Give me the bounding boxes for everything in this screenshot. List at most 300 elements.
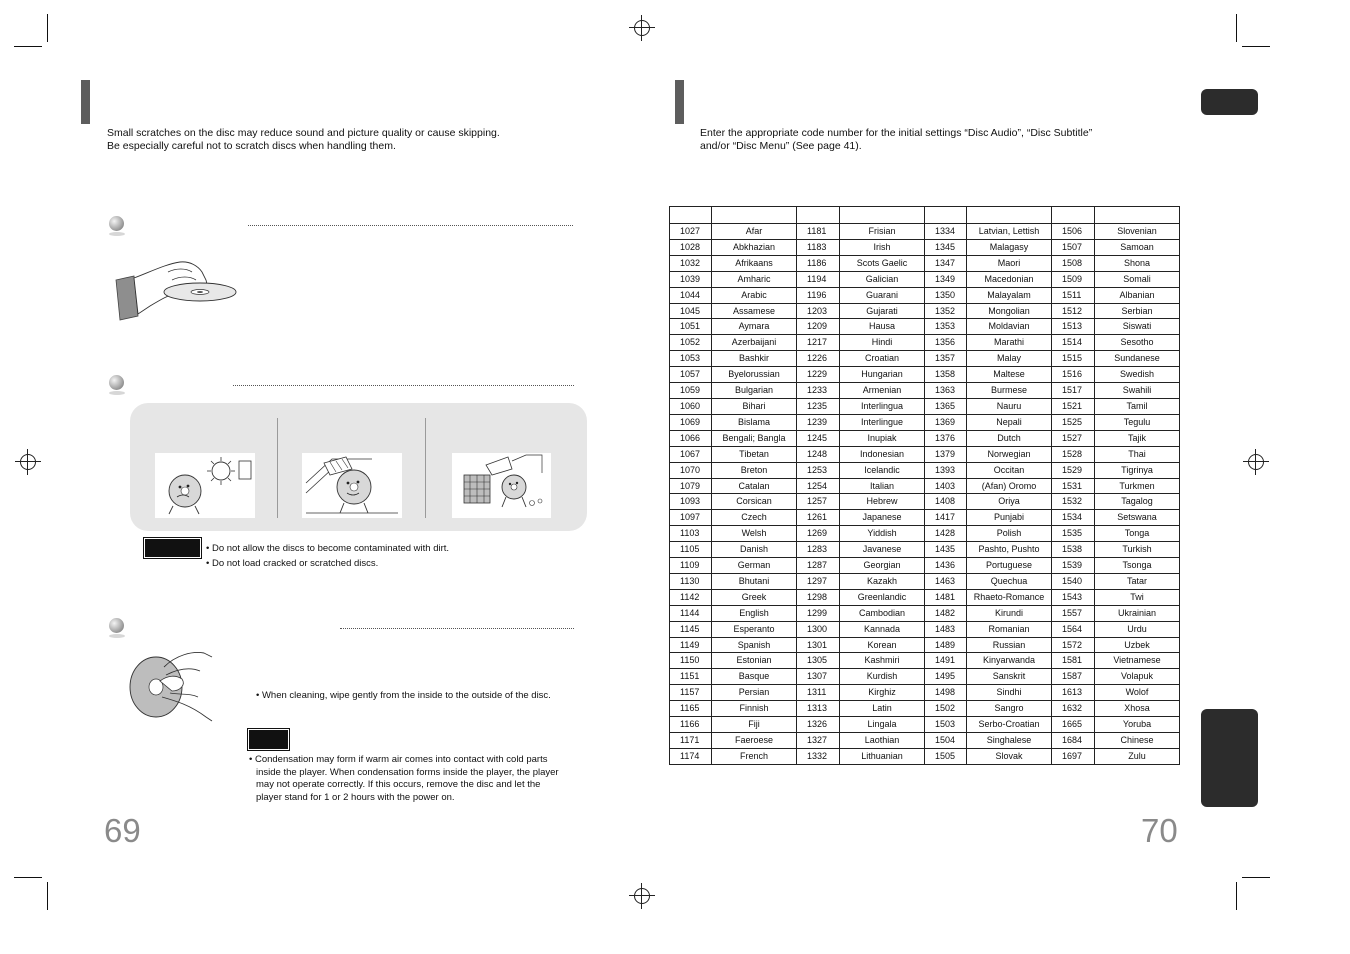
code-cell: 1403	[925, 478, 967, 494]
code-cell: 1051	[670, 319, 712, 335]
code-cell: 1508	[1052, 255, 1095, 271]
language-cell: Afar	[712, 224, 797, 240]
code-cell: 1069	[670, 414, 712, 430]
bullet-shadow	[109, 232, 125, 236]
language-cell: Slovak	[967, 748, 1052, 764]
code-cell: 1060	[670, 398, 712, 414]
language-cell: Somali	[1095, 271, 1180, 287]
code-cell: 1057	[670, 367, 712, 383]
code-cell: 1186	[797, 255, 840, 271]
code-cell: 1157	[670, 685, 712, 701]
code-cell: 1045	[670, 303, 712, 319]
code-cell: 1506	[1052, 224, 1095, 240]
table-body	[670, 224, 1180, 765]
code-cell: 1283	[797, 542, 840, 558]
header-language	[712, 207, 797, 224]
table-row	[670, 573, 1180, 589]
code-cell: 1150	[670, 653, 712, 669]
language-cell: Japanese	[840, 510, 925, 526]
code-cell: 1217	[797, 335, 840, 351]
code-cell: 1535	[1052, 526, 1095, 542]
crop-mark	[1242, 877, 1270, 878]
language-cell: Hebrew	[840, 494, 925, 510]
language-cell: Inupiak	[840, 430, 925, 446]
language-cell: Greenlandic	[840, 589, 925, 605]
code-cell: 1345	[925, 239, 967, 255]
page-number-left: 69	[104, 812, 141, 849]
header-code	[797, 207, 840, 224]
code-cell: 1498	[925, 685, 967, 701]
code-cell: 1572	[1052, 637, 1095, 653]
code-cell: 1684	[1052, 733, 1095, 749]
code-cell: 1235	[797, 398, 840, 414]
language-cell: Tigrinya	[1095, 462, 1180, 478]
language-cell: Fiji	[712, 717, 797, 733]
bullet-shadow	[109, 634, 125, 638]
disc-near-heater-image	[302, 453, 402, 518]
caution-note-line: • Do not load cracked or scratched discs.	[206, 558, 379, 569]
hand-holding-disc-icon	[110, 258, 242, 322]
code-cell: 1287	[797, 558, 840, 574]
language-cell: Interlingue	[840, 414, 925, 430]
code-cell: 1067	[670, 446, 712, 462]
table-row	[670, 398, 1180, 414]
hands-cleaning-disc-icon	[126, 645, 218, 725]
code-cell: 1229	[797, 367, 840, 383]
code-cell: 1079	[670, 478, 712, 494]
language-cell: Mongolian	[967, 303, 1052, 319]
language-cell: Swedish	[1095, 367, 1180, 383]
code-cell: 1305	[797, 653, 840, 669]
language-cell: Hungarian	[840, 367, 925, 383]
condensation-line: inside the player. When condensation forms inside the player, the player	[256, 766, 559, 778]
language-cell: Abkhazian	[712, 239, 797, 255]
section-divider	[248, 225, 573, 226]
code-cell: 1299	[797, 605, 840, 621]
code-cell: 1489	[925, 637, 967, 653]
code-cell: 1059	[670, 383, 712, 399]
language-cell: Xhosa	[1095, 701, 1180, 717]
code-cell: 1248	[797, 446, 840, 462]
language-cell: Oriya	[967, 494, 1052, 510]
condensation-note	[249, 754, 559, 804]
language-cell: Bulgarian	[712, 383, 797, 399]
code-cell: 1209	[797, 319, 840, 335]
code-cell: 1463	[925, 573, 967, 589]
code-cell: 1511	[1052, 287, 1095, 303]
language-cell: Uzbek	[1095, 637, 1180, 653]
code-cell: 1435	[925, 542, 967, 558]
language-cell: Frisian	[840, 224, 925, 240]
code-cell: 1239	[797, 414, 840, 430]
code-cell: 1483	[925, 621, 967, 637]
language-cell: Malayalam	[967, 287, 1052, 303]
language-cell: Bengali; Bangla	[712, 430, 797, 446]
code-cell: 1581	[1052, 653, 1095, 669]
language-cell: Chinese	[1095, 733, 1180, 749]
code-cell: 1028	[670, 239, 712, 255]
language-cell: Aymara	[712, 319, 797, 335]
language-cell: Thai	[1095, 446, 1180, 462]
table-row	[670, 717, 1180, 733]
language-cell: Dutch	[967, 430, 1052, 446]
right-intro-text	[700, 127, 1092, 153]
code-cell: 1517	[1052, 383, 1095, 399]
table-row	[670, 589, 1180, 605]
code-cell: 1481	[925, 589, 967, 605]
disc-in-sunlight-image	[155, 453, 255, 518]
crop-mark	[1236, 14, 1237, 42]
language-cell: Interlingua	[840, 398, 925, 414]
table-row	[670, 685, 1180, 701]
code-cell: 1174	[670, 748, 712, 764]
language-cell: Laothian	[840, 733, 925, 749]
language-cell: Arabic	[712, 287, 797, 303]
language-cell: Samoan	[1095, 239, 1180, 255]
language-cell: Czech	[712, 510, 797, 526]
header-code	[1052, 207, 1095, 224]
language-cell: Irish	[840, 239, 925, 255]
table-row	[670, 351, 1180, 367]
language-cell: Lithuanian	[840, 748, 925, 764]
section-accent-bar	[81, 80, 90, 124]
language-cell: Sanskrit	[967, 669, 1052, 685]
language-cell: Kashmiri	[840, 653, 925, 669]
code-cell: 1408	[925, 494, 967, 510]
language-cell: Sundanese	[1095, 351, 1180, 367]
language-cell: Amharic	[712, 271, 797, 287]
language-cell: Swahili	[1095, 383, 1180, 399]
registration-mark-icon	[629, 15, 655, 41]
language-cell: Setswana	[1095, 510, 1180, 526]
code-cell: 1171	[670, 733, 712, 749]
language-cell: Zulu	[1095, 748, 1180, 764]
bullet-shadow	[109, 391, 125, 395]
crop-mark	[1236, 882, 1237, 910]
language-cell: Kurdish	[840, 669, 925, 685]
code-cell: 1495	[925, 669, 967, 685]
language-cell: Greek	[712, 589, 797, 605]
language-cell: Esperanto	[712, 621, 797, 637]
language-cell: Javanese	[840, 542, 925, 558]
language-cell: Yoruba	[1095, 717, 1180, 733]
code-cell: 1491	[925, 653, 967, 669]
table-row	[670, 430, 1180, 446]
language-cell: Occitan	[967, 462, 1052, 478]
language-cell: Quechua	[967, 573, 1052, 589]
code-cell: 1349	[925, 271, 967, 287]
table-row	[670, 319, 1180, 335]
language-cell: Tegulu	[1095, 414, 1180, 430]
language-cell: Cambodian	[840, 605, 925, 621]
language-cell: Maltese	[967, 367, 1052, 383]
registration-mark-icon	[629, 883, 655, 909]
condensation-line: player stand for 1 or 2 hours with the power on.	[256, 791, 455, 803]
section-bullet-icon	[109, 375, 124, 390]
left-intro-text	[107, 127, 500, 153]
code-cell: 1525	[1052, 414, 1095, 430]
table-row	[670, 414, 1180, 430]
table-row	[670, 367, 1180, 383]
code-cell: 1509	[1052, 271, 1095, 287]
table-header-row	[670, 207, 1180, 224]
condensation-line: • Condensation may form if warm air comes into contact with cold parts	[249, 754, 548, 765]
registration-mark-icon	[15, 449, 41, 475]
language-cell: Malay	[967, 351, 1052, 367]
language-cell: Lingala	[840, 717, 925, 733]
crop-mark	[1242, 46, 1270, 47]
code-cell: 1053	[670, 351, 712, 367]
crop-mark	[14, 46, 42, 47]
code-cell: 1531	[1052, 478, 1095, 494]
code-cell: 1353	[925, 319, 967, 335]
language-cell: Kannada	[840, 621, 925, 637]
language-cell: Hindi	[840, 335, 925, 351]
code-cell: 1032	[670, 255, 712, 271]
code-cell: 1165	[670, 701, 712, 717]
header-language	[840, 207, 925, 224]
language-cell: Tibetan	[712, 446, 797, 462]
language-cell: Bihari	[712, 398, 797, 414]
language-cell: Sesotho	[1095, 335, 1180, 351]
code-cell: 1151	[670, 669, 712, 685]
table-row	[670, 733, 1180, 749]
language-cell: Corsican	[712, 494, 797, 510]
table-row	[670, 510, 1180, 526]
header-code	[925, 207, 967, 224]
table-row	[670, 462, 1180, 478]
condensation-line: may not operate correctly. If this occurs, remove the disc and let the	[256, 779, 541, 790]
code-cell: 1130	[670, 573, 712, 589]
code-cell: 1564	[1052, 621, 1095, 637]
language-cell: Norwegian	[967, 446, 1052, 462]
caution-label	[143, 537, 202, 559]
code-cell: 1587	[1052, 669, 1095, 685]
code-cell: 1369	[925, 414, 967, 430]
language-cell: Tajik	[1095, 430, 1180, 446]
table-row	[670, 748, 1180, 764]
table-row	[670, 383, 1180, 399]
language-cell: English	[712, 605, 797, 621]
table-row	[670, 494, 1180, 510]
table-row	[670, 653, 1180, 669]
code-cell: 1539	[1052, 558, 1095, 574]
language-cell: Shona	[1095, 255, 1180, 271]
code-cell: 1512	[1052, 303, 1095, 319]
language-cell: Albanian	[1095, 287, 1180, 303]
language-cell: Siswati	[1095, 319, 1180, 335]
language-cell: Finnish	[712, 701, 797, 717]
language-cell: Turkmen	[1095, 478, 1180, 494]
language-cell: Persian	[712, 685, 797, 701]
chapter-tab-top	[1201, 89, 1258, 115]
code-cell: 1105	[670, 542, 712, 558]
table-row	[670, 605, 1180, 621]
language-cell: Serbian	[1095, 303, 1180, 319]
code-cell: 1181	[797, 224, 840, 240]
code-cell: 1357	[925, 351, 967, 367]
caution-notes	[206, 541, 449, 571]
code-cell: 1393	[925, 462, 967, 478]
language-cell: Guarani	[840, 287, 925, 303]
table-row	[670, 287, 1180, 303]
code-cell: 1528	[1052, 446, 1095, 462]
language-cell: Azerbaijani	[712, 335, 797, 351]
code-cell: 1166	[670, 717, 712, 733]
language-cell: Kazakh	[840, 573, 925, 589]
code-cell: 1358	[925, 367, 967, 383]
code-cell: 1538	[1052, 542, 1095, 558]
code-cell: 1514	[1052, 335, 1095, 351]
language-cell: Scots Gaelic	[840, 255, 925, 271]
language-cell: Serbo-Croatian	[967, 717, 1052, 733]
code-cell: 1503	[925, 717, 967, 733]
language-cell: Moldavian	[967, 319, 1052, 335]
language-cell: Gujarati	[840, 303, 925, 319]
intro-line: and/or “Disc Menu” (See page 41).	[700, 140, 862, 152]
code-cell: 1543	[1052, 589, 1095, 605]
table-row	[670, 255, 1180, 271]
language-cell: Tatar	[1095, 573, 1180, 589]
cleaning-note: • When cleaning, wipe gently from the inside to the outside of the disc.	[256, 690, 551, 701]
crop-mark	[47, 882, 48, 910]
language-cell: Punjabi	[967, 510, 1052, 526]
code-cell: 1245	[797, 430, 840, 446]
code-cell: 1070	[670, 462, 712, 478]
language-cell: Latvian, Lettish	[967, 224, 1052, 240]
code-cell: 1253	[797, 462, 840, 478]
section-divider	[340, 628, 574, 629]
code-cell: 1203	[797, 303, 840, 319]
language-cell: Kirundi	[967, 605, 1052, 621]
code-cell: 1363	[925, 383, 967, 399]
language-cell: Ukrainian	[1095, 605, 1180, 621]
code-cell: 1269	[797, 526, 840, 542]
language-cell: Bhutani	[712, 573, 797, 589]
language-cell: Wolof	[1095, 685, 1180, 701]
language-cell: Twi	[1095, 589, 1180, 605]
code-cell: 1052	[670, 335, 712, 351]
language-cell: Welsh	[712, 526, 797, 542]
table-row	[670, 303, 1180, 319]
code-cell: 1142	[670, 589, 712, 605]
language-cell: Nauru	[967, 398, 1052, 414]
language-cell: Estonian	[712, 653, 797, 669]
code-cell: 1300	[797, 621, 840, 637]
code-cell: 1482	[925, 605, 967, 621]
table-row	[670, 542, 1180, 558]
code-cell: 1334	[925, 224, 967, 240]
language-cell: Indonesian	[840, 446, 925, 462]
language-cell: Basque	[712, 669, 797, 685]
table-row	[670, 637, 1180, 653]
table-row	[670, 239, 1180, 255]
code-cell: 1376	[925, 430, 967, 446]
language-cell: Faeroese	[712, 733, 797, 749]
code-cell: 1257	[797, 494, 840, 510]
code-cell: 1515	[1052, 351, 1095, 367]
code-cell: 1194	[797, 271, 840, 287]
code-cell: 1350	[925, 287, 967, 303]
language-cell: Slovenian	[1095, 224, 1180, 240]
intro-line: Be especially careful not to scratch discs when handling them.	[107, 140, 396, 152]
language-cell: Tonga	[1095, 526, 1180, 542]
header-code	[670, 207, 712, 224]
code-cell: 1311	[797, 685, 840, 701]
language-cell: Assamese	[712, 303, 797, 319]
panel-divider	[277, 418, 278, 518]
code-cell: 1226	[797, 351, 840, 367]
language-cell: Burmese	[967, 383, 1052, 399]
table-row	[670, 446, 1180, 462]
language-cell: Tamil	[1095, 398, 1180, 414]
language-cell: Danish	[712, 542, 797, 558]
note-label	[247, 728, 290, 751]
language-cell: Georgian	[840, 558, 925, 574]
code-cell: 1632	[1052, 701, 1095, 717]
registration-mark-icon	[1243, 449, 1269, 475]
code-cell: 1261	[797, 510, 840, 526]
code-cell: 1521	[1052, 398, 1095, 414]
language-cell: Afrikaans	[712, 255, 797, 271]
code-cell: 1233	[797, 383, 840, 399]
table-row	[670, 271, 1180, 287]
language-cell: Sangro	[967, 701, 1052, 717]
language-cell: Kinyarwanda	[967, 653, 1052, 669]
language-cell: Breton	[712, 462, 797, 478]
code-cell: 1516	[1052, 367, 1095, 383]
code-cell: 1144	[670, 605, 712, 621]
code-cell: 1365	[925, 398, 967, 414]
language-cell: Armenian	[840, 383, 925, 399]
table-row	[670, 526, 1180, 542]
caution-note-line: • Do not allow the discs to become contaminated with dirt.	[206, 543, 450, 554]
language-cell: Romanian	[967, 621, 1052, 637]
language-cell: Pashto, Pushto	[967, 542, 1052, 558]
crop-mark	[47, 14, 48, 42]
language-cell: Tagalog	[1095, 494, 1180, 510]
code-cell: 1039	[670, 271, 712, 287]
code-cell: 1504	[925, 733, 967, 749]
language-cell: Catalan	[712, 478, 797, 494]
code-cell: 1149	[670, 637, 712, 653]
language-cell: Marathi	[967, 335, 1052, 351]
language-cell: (Afan) Oromo	[967, 478, 1052, 494]
section-bullet-icon	[109, 216, 124, 231]
code-cell: 1352	[925, 303, 967, 319]
code-cell: 1502	[925, 701, 967, 717]
language-cell: Vietnamese	[1095, 653, 1180, 669]
language-cell: Latin	[840, 701, 925, 717]
table-row	[670, 478, 1180, 494]
code-cell: 1332	[797, 748, 840, 764]
header-language	[967, 207, 1052, 224]
crop-mark	[14, 877, 42, 878]
language-cell: Galician	[840, 271, 925, 287]
code-cell: 1044	[670, 287, 712, 303]
intro-line: Enter the appropriate code number for the initial settings “Disc Audio”, “Disc Subtitle”	[700, 127, 1093, 139]
language-cell: Croatian	[840, 351, 925, 367]
language-cell: Italian	[840, 478, 925, 494]
code-cell: 1301	[797, 637, 840, 653]
chapter-tab-side	[1201, 709, 1258, 807]
code-cell: 1066	[670, 430, 712, 446]
code-cell: 1145	[670, 621, 712, 637]
code-cell: 1540	[1052, 573, 1095, 589]
code-cell: 1103	[670, 526, 712, 542]
code-cell: 1027	[670, 224, 712, 240]
code-cell: 1534	[1052, 510, 1095, 526]
